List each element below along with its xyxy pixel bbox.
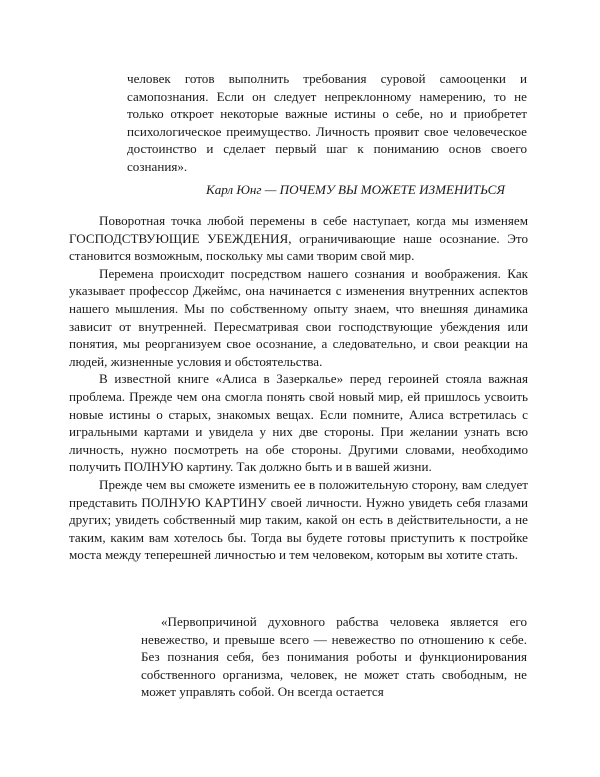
closing-quote bbox=[141, 613, 527, 701]
body-text bbox=[69, 212, 528, 564]
body-paragraph-2: Перемена происходит посредством нашего сознания и воображения. Как указывает профессор Джеймс, она начинается с изменения внутренних аспектов нашего мышления. Мы по собственному опыту знаем, что внешняя динамика зависит от внутренней. Пересматривая свои господствующие убеждения или понятия, мы реорганизуем свое осознание, а следовательно, и свои реакции на людей, жизненные условия и обстоятельства. bbox=[69, 265, 528, 369]
quote-attribution: Карл Юнг — ПОЧЕМУ ВЫ МОЖЕТЕ ИЗМЕНИТЬСЯ bbox=[206, 182, 505, 197]
body-paragraph-4: Прежде чем вы сможете изменить ее в положительную сторону, вам следует представить ПОЛНУЮ КАРТИНУ своей личности. Нужно увидеть себя глазами других; увидеть собственный мир таким, какой он есть в действительности, а не таким, каким вам хотелось бы. Тогда вы будете готовы приступить к постройке моста между теперешней личностью и тем человеком, которым вы хотите стать. bbox=[69, 476, 528, 563]
closing-quote-text: «Первопричиной духовного рабства человека является его невежество, и превыше всего — невежество по отношению к себе. Без познания себя, без понимания роботы и функционирования собственного организма, человек, не может стать свободным, не может управлять собой. Он всегда остается bbox=[141, 614, 527, 700]
opening-quote bbox=[127, 70, 527, 176]
opening-quote-text: человек готов выполнить требования суровой самооценки и самопознания. Если он следует непреклонному намерению, то не только откроет некоторые важные истины о себе, но и приобретет психологическое преимущество. Личность проявит свое человеческое достоинство и сделает первый шаг к пониманию основ своего сознания». bbox=[127, 71, 527, 174]
body-paragraph-1: Поворотная точка любой перемены в себе наступает, когда мы изменяем ГОСПОДСТВУЮЩИЕ УБЕЖДЕНИЯ, ограничивающие наше осознание. Это становится возможным, поскольку мы сами творим свой мир. bbox=[69, 213, 528, 264]
body-paragraph-3: В известной книге «Алиса в Зазеркалье» перед героиней стояла важная проблема. Прежде чем она смогла понять свой новый мир, ей пришлось усвоить новые истины о старых, знакомых вещах. Если помните, Алиса встретилась с игральными картами и увидела у них две стороны. При желании узнать всю личность, нужно посмотреть на обе стороны. Другими словами, необходимо получить ПОЛНУЮ картину. Так должно быть и в вашей жизни. bbox=[69, 371, 528, 475]
